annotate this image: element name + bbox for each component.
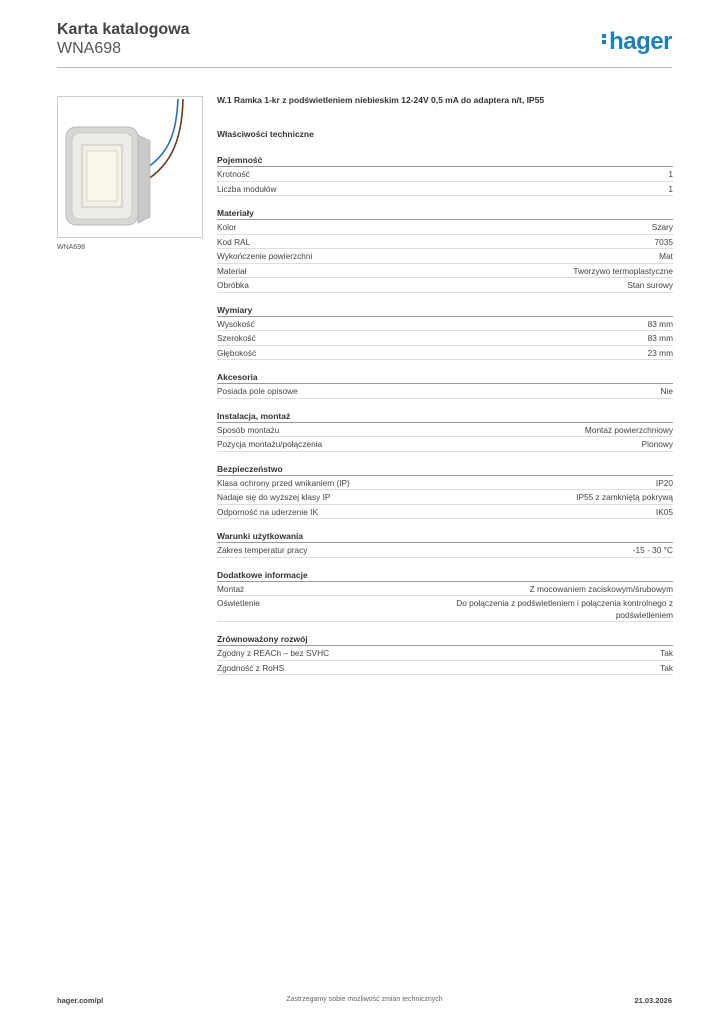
property-row [217, 661, 673, 676]
product-details [217, 95, 673, 675]
section-title: Pojemność [217, 153, 673, 167]
property-value: Stan surowy [627, 280, 673, 290]
property-value: IK05 [655, 506, 673, 517]
property-section [217, 632, 673, 675]
property-label: Kolor [217, 222, 237, 232]
property-value: IP20 [655, 477, 673, 488]
property-value: Tak [660, 648, 673, 658]
property-label: Szerokość [217, 333, 256, 343]
image-caption: WNA698 [57, 244, 86, 251]
property-value: Z mocowaniem zaciskowym/śrubowym [529, 583, 673, 594]
property-row [217, 182, 673, 197]
document-title: Karta katalogowa [57, 21, 190, 38]
property-row [217, 220, 673, 235]
property-label: Montaż [217, 583, 245, 594]
property-label: Wykończenie powierzchni [217, 251, 313, 261]
property-label: Sposób montażu [217, 424, 280, 435]
property-value: 83 mm [647, 333, 673, 343]
property-label: Oświetlenie [217, 598, 260, 608]
footer-date: 21.03.2026 [634, 996, 672, 1005]
properties-sections [217, 153, 673, 675]
property-label: Klasa ochrony przed wnikaniem (IP) [217, 477, 350, 488]
section-gap [217, 558, 673, 568]
property-section [217, 568, 673, 623]
property-row [217, 346, 673, 361]
property-row [217, 490, 673, 505]
property-row [217, 331, 673, 346]
section-title: Wymiary [217, 303, 673, 317]
property-section [217, 529, 673, 558]
property-row [217, 505, 673, 520]
section-title: Materiały [217, 206, 673, 220]
footer-url[interactable]: hager.com/pl [57, 996, 104, 1005]
property-label: Odporność na uderzenie IK [217, 506, 319, 517]
section-title: Bezpieczeństwo [217, 462, 673, 476]
property-value: Do połączenia z podświetleniem i połączenia kontrolnego z podświetleniem [456, 598, 673, 620]
section-title: Warunki użytkowania [217, 529, 673, 543]
properties-heading: Właściwości techniczne [217, 129, 314, 139]
property-label: Nadaje się do wyższej klasy IP [217, 492, 331, 502]
property-label: Posiada pole opisowe [217, 386, 298, 396]
property-row [217, 437, 673, 452]
property-row [217, 317, 673, 332]
property-value: Mat [659, 251, 673, 261]
section-gap [217, 293, 673, 303]
section-title: Akcesoria [217, 370, 673, 384]
property-value: -15 - 30 °C [632, 545, 673, 555]
property-label: Kod RAL [217, 236, 251, 247]
property-label: Pozycja montażu/połączenia [217, 439, 323, 449]
property-row [217, 596, 673, 622]
property-row [217, 423, 673, 438]
property-row [217, 249, 673, 264]
property-row [217, 476, 673, 491]
section-title: Dodatkowe informacje [217, 568, 673, 582]
product-title: W.1 Ramka 1-kr z podświetleniem niebieskim 12-24V 0,5 mA do adaptera n/t, IP55 [217, 95, 545, 105]
property-label: Wysokość [217, 318, 255, 329]
property-section [217, 303, 673, 361]
property-value: 1 [668, 169, 673, 179]
property-section [217, 409, 673, 452]
logo-dots-icon [602, 32, 607, 46]
property-section [217, 206, 673, 293]
property-value: IP55 z zamkniętą pokrywą [576, 492, 673, 502]
section-gap [217, 452, 673, 462]
section-title: Instalacja, montaż [217, 409, 673, 423]
property-value: 1 [668, 183, 673, 194]
section-title: Zrównoważony rozwój [217, 632, 673, 646]
property-value: 7035 [654, 236, 673, 247]
section-gap [217, 622, 673, 632]
property-value: Montaż powierzchniowy [584, 424, 673, 435]
property-label: Głębokość [217, 347, 257, 358]
property-value: Tworzywo termoplastyczne [573, 265, 673, 276]
property-section [217, 370, 673, 399]
property-label: Zgodny z REACh – bez SVHC [217, 648, 330, 658]
document-header [57, 20, 189, 58]
property-section [217, 153, 673, 196]
property-label: Materiał [217, 265, 247, 276]
property-value: Pionowy [641, 439, 673, 449]
section-gap [217, 360, 673, 370]
property-row [217, 264, 673, 279]
section-gap [217, 196, 673, 206]
property-row [217, 543, 673, 558]
product-image [57, 96, 203, 238]
property-value: Szary [651, 222, 673, 232]
header-divider [57, 67, 672, 68]
property-row [217, 646, 673, 661]
property-value: 83 mm [647, 318, 673, 329]
property-row [217, 384, 673, 399]
property-label: Liczba modułów [217, 183, 277, 194]
section-gap [217, 519, 673, 529]
property-row [217, 582, 673, 597]
property-label: Obróbka [217, 280, 249, 290]
property-label: Zgodność z RoHS [217, 662, 285, 673]
section-gap [217, 399, 673, 409]
footer-notice: Zastrzegamy sobie możliwość zmian technicznych [286, 996, 443, 1003]
property-section [217, 462, 673, 520]
property-value: Nie [660, 386, 673, 396]
hager-logo [602, 28, 672, 56]
property-row [217, 235, 673, 250]
property-row [217, 167, 673, 182]
property-label: Krotność [217, 169, 250, 179]
property-value: 23 mm [647, 347, 673, 358]
frame-illustration [58, 97, 203, 238]
logo-text: hager [609, 28, 672, 55]
property-value: Tak [660, 662, 673, 673]
property-row [217, 278, 673, 293]
product-code: WNA698 [57, 40, 122, 57]
property-label: Zakres temperatur pracy [217, 545, 308, 555]
